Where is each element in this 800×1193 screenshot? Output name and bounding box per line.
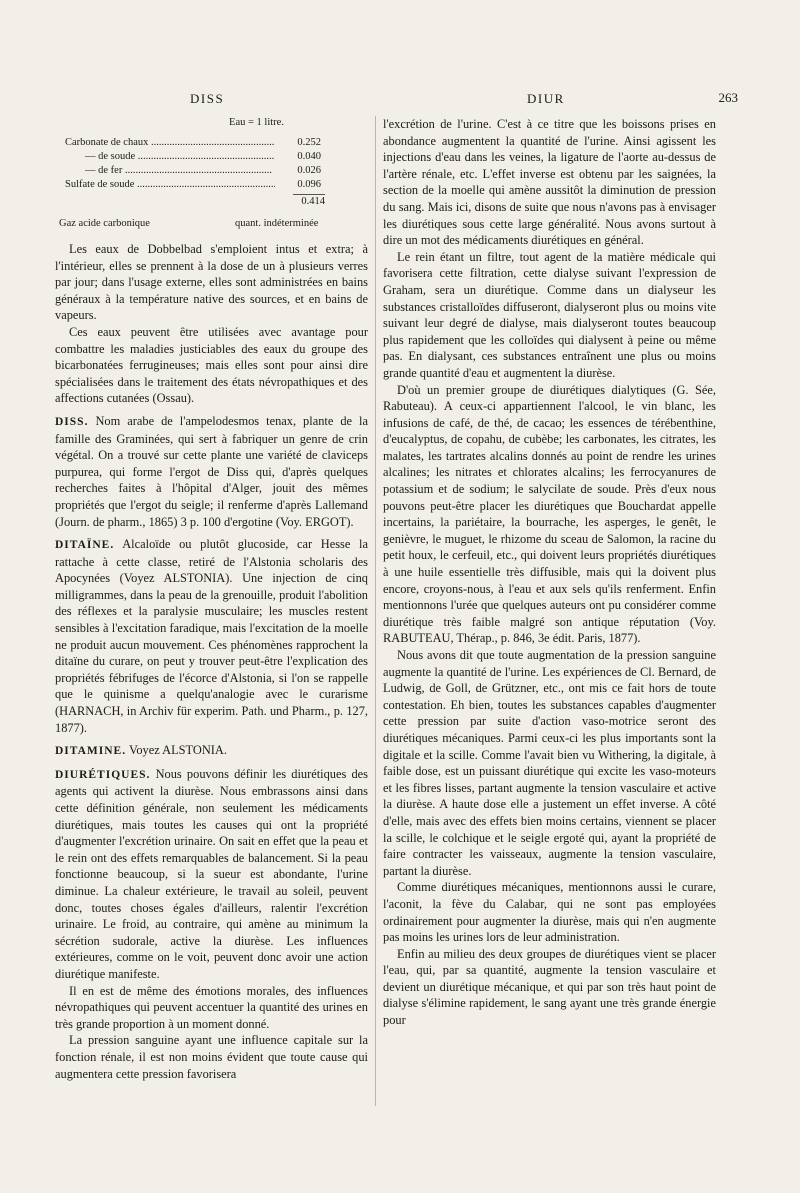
table-row-value: 0.040 <box>297 151 321 162</box>
paragraph-dialytiques: D'où un premier groupe de diurétiques dialytiques (G. Sée, Rabuteau). A ceux-ci appartiennent l'alcool, le vin blanc, les infusions de café, de thé, de cacao; les essences de térébenthine, d'eucalyptus, de copahu, de cubèbe; les carbonates, les citrates, les malates, les tartrates alcalins donnés au point de rendre les urines alcalines; les nitrates et chlorates alcalins; les ferrocyanures de potassium et de sodium; le salycilate de soude. Près d'eux nous pouvons peut-être placer les diurétiques que Bouchardat appelle incertains, la pariétaire, la bourrache, les asperges, le genêt, le genièvre, le muguet, le rhizome du sceau de Salomon, la racine du petit houx, le cerfeuil, etc., qui doivent leurs propriétés diurétiques à une huile essentielle très diffusible, mais qui la doivent plus encore, croyons-nous, à l'eau et aux sels qu'ils renferment. Enfin mentionnons l'urée que quelques auteurs ont pu considérer comme diurétique très faible malgré son antique réputation (Voy. RABUTEAU, Thérap., p. 846, 3e édit. Paris, 1877). <box>383 382 716 646</box>
column-divider <box>375 116 376 1106</box>
entry-diss <box>55 413 368 530</box>
headword-ditamine: DITAMINE. <box>55 745 127 758</box>
running-head-right: DIUR <box>527 91 565 106</box>
entry-diss-body: Nom arabe de l'ampelodesmos tenax, plante de la famille des Graminées, qui sert à fabriquer un genre de crin végétal. On a trouvé sur cette plante une variété de claviceps purpurea, qui forme l'ergot de Diss qui, d'après quelques recherches faites à l'hôpital d'Alger, jouit des mêmes propriétés que l'ergot du seigle; il renferme d'après Lallemand (Journ. de pharm., 1865) 3 p. 100 d'ergotine (Voy. ERGOT). <box>55 413 368 529</box>
table-row-value: 0.026 <box>297 165 321 176</box>
paragraph-eau: Enfin au milieu des deux groupes de diurétiques vient se placer l'eau, qui, par sa quantité, augmente la tension vasculaire et devient un diurétique mécanique, et qui par son très haut point de dialyse s'élimine rapidement, le sang ayant une très grande énergie pour <box>383 946 716 1028</box>
left-column <box>55 116 368 1082</box>
page-number: 263 <box>718 90 738 105</box>
table-row <box>55 136 368 150</box>
entry-ditaine-body: Alcaloïde ou plutôt glucoside, car Hesse la rattache à cette classe, retiré de l'Alstonia scholaris des Apocynées (Voyez ALSTONIA). Une injection de cinq milligrammes, dans la peau de la grenouille, produit l'abolition des réflexes et la paralysie musculaire; les muscles restent sensibles à l'excitation faradique, mais l'excitation de la moelle ne produit aucun mouvement. Ces phénomènes rapprochent la ditaïne du curare, on peut y trouver peut-être l'explication des propriétés fébrifuges de l'écorce d'Alstonia, si l'on se rappelle que le quinisme a quelqu'analogie avec le curarisme (HARNACH, in Archiv für experim. Path. und Pharm., p. 127, 1877). <box>55 537 368 735</box>
running-head-left: DISS <box>190 91 225 106</box>
paragraph-pression: La pression sanguine ayant une influence capitale sur la fonction rénale, il est non moins évident que toute cause qui augmentera cette pression favorisera <box>55 1033 368 1081</box>
table-row-label: — de fer ..... <box>55 164 275 178</box>
mineral-table <box>55 116 368 231</box>
paragraph-filtre: Le rein étant un filtre, tout agent de la matière médicale qui favorisera cette filtration, cette dialyse suivant l'expression de Graham, sera un diurétique. Comme dans un dialyseur les substances cristalloïdes diffuseront, dialyseront plus ou moins vite suivant leur degré de dialyse, mais dialyseront toutes beaucoup plus rapidement que les colloïdes qui dialysent à peine ou même pas. En dialysant, ces substances entraînent une plus ou moins grande quantité d'eau et augmentent la diurèse. <box>383 249 716 380</box>
table-row <box>55 150 368 164</box>
table-row <box>55 178 368 192</box>
right-column <box>383 116 716 1029</box>
paragraph-emotions: Il en est de même des émotions morales, des influences névropathiques qui peuvent accentuer la quantité des urines en très grande proportion à un moment donné. <box>55 983 368 1031</box>
headword-ditaine: DITAÏNE. <box>55 539 115 552</box>
entry-ditamine <box>55 742 368 760</box>
paragraph-dobbelbad-indications: Ces eaux peuvent être utilisées avec avantage pour combattre les maladies justiciables des eaux du groupe des bicarbonatées ferrugineuses; mais elles sont pour ainsi dire spécialisées dans le traitement des états névropathiques et des affections cutanées (Ossau). <box>55 324 368 406</box>
gas-label: Gaz acide carbonique <box>59 218 150 229</box>
headword-diuretiques: DIURÉTIQUES. <box>55 768 151 781</box>
paragraph-dobbelbad-usage: Les eaux de Dobbelbad s'emploient intus et extra; à l'intérieur, elles se prennent à la dose de un à plusieurs verres par jour; dans l'usage externe, elles sont administrées en bains généraux à la température native des sources, et en bains de vapeurs. <box>55 242 368 323</box>
gas-row <box>55 217 368 231</box>
entry-diuretiques-body: Nous pouvons définir les diurétiques des agents qui activent la diurèse. Nous embrassons ainsi dans cette définition générale, non seulement les médicaments diurétiques, mais toutes les causes qui ont la propriété d'augmenter l'excrétion urinaire. On sait en effet que la peau et le rein ont des effets remarquables de balancement. Si la peau fonctionne beaucoup, si la sueur est abondante, l'urine diminue. La chaleur extérieure, le travail au soleil, peuvent donc, toutes choses égales d'ailleurs, ralentir l'excrétion urinaire. Le froid, au contraire, qui amène au minimum la sécrétion sudorale, active la diurèse. Les influences extérieures, comme on le voit, peuvent donc avoir une action diurétique manifeste. <box>55 766 368 981</box>
table-row-label: — de soude ..... <box>55 150 275 164</box>
gas-value: quant. indéterminée <box>235 218 319 229</box>
entry-ditaine <box>55 536 368 736</box>
table-row-label: Carbonate de chaux ..... <box>55 136 275 150</box>
table-row <box>55 164 368 178</box>
entry-ditamine-body: Voyez ALSTONIA. <box>128 743 227 758</box>
headword-diss: DISS. <box>55 415 89 428</box>
table-row-value: 0.252 <box>297 137 321 148</box>
paragraph-curare: Comme diurétiques mécaniques, mentionnons aussi le curare, l'aconit, la fève du Calabar, qui ne sont pas employées ordinairement pour augmenter la diurèse, mais qui n'en augmente pas moins les urines lors de leur administration. <box>383 880 716 945</box>
table-row-value: 0.096 <box>297 179 321 190</box>
entry-diuretiques <box>55 766 368 983</box>
table-row-label: Sulfate de soude ..... <box>55 178 275 192</box>
paragraph-excretion: l'excrétion de l'urine. C'est à ce titre que les boissons prises en abondance augmentent la quantité de l'urine. Ainsi agissent les injections d'eau dans les veines, la ligature de l'aorte au-dessus de l'artère rénale, etc. L'effet inverse est obtenu par les saignées, la section de la moelle qui amène aussitôt la diminution de pression du sang. Mais ici, disons de suite que nous n'avons pas à envisager les diurétiques sous cette large généralité. Nous avons surtout à dire un mot des médicaments diurétiques en général. <box>383 117 716 248</box>
table-title: Eau = 1 litre. <box>229 117 284 128</box>
table-total: 0.414 <box>293 194 325 209</box>
paragraph-mecaniques: Nous avons dit que toute augmentation de la pression sanguine augmente la quantité de l'urine. Les expériences de Cl. Bernard, de Ludwig, de Goll, de Grützner, etc., ont mis ce fait hors de toute contestation. Eh bien, toutes les substances capables d'augmenter cette pression par suite d'action vaso-motrice seront des diurétiques mécaniques. Parmi ceux-ci les plus importants sont la digitale et la scille. Comme l'avait bien vu Withering, la digitale, à faible dose, est un puissant diurétique qui excite les vaso-moteurs et les fibres lisses, partant augmente la tension vasculaire et active la diurèse. A haute dose elle a justement un effet inverse. A côté d'elle, mais avec des effets bien moins certains, viennent se placer la scille, le colchique et le seigle ergoté qui, ayant la propriété de faire contracter les vaisseaux, augmente la tension vasculaire, partant la diurèse. <box>383 648 716 878</box>
